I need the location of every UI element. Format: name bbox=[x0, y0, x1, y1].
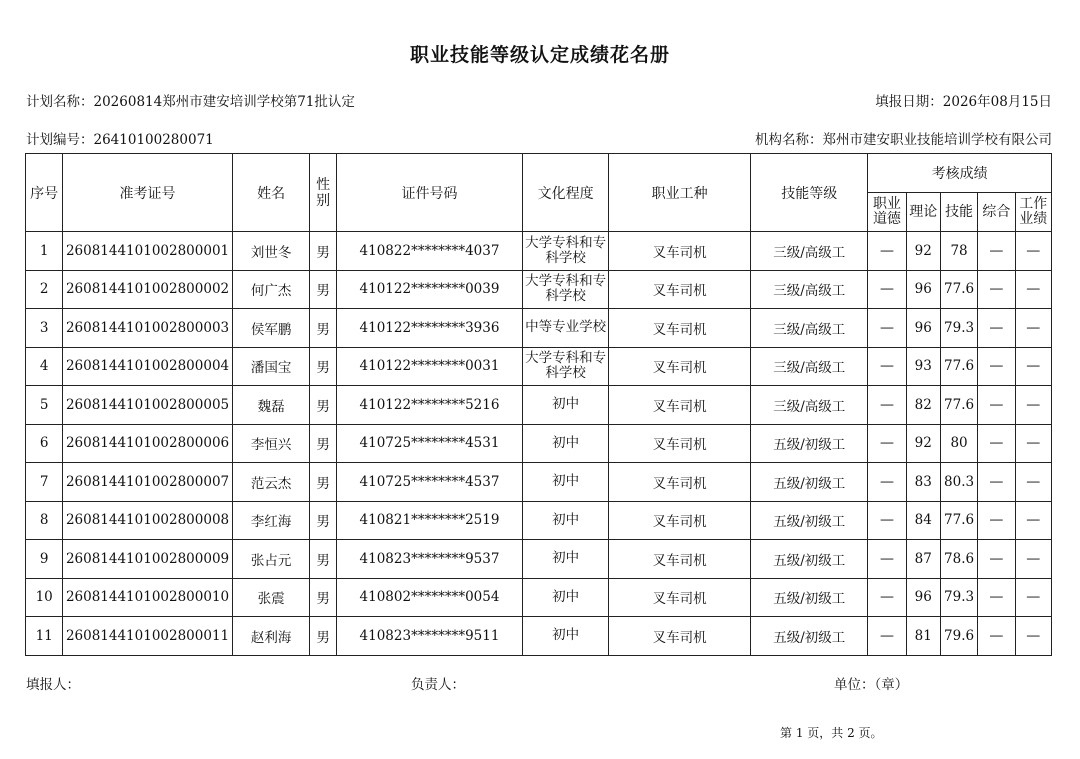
cell-theory: 96 bbox=[906, 309, 940, 348]
cell-skill: 77.6 bbox=[940, 347, 977, 386]
header-gender: 性别 bbox=[310, 154, 336, 232]
cell-seq: 10 bbox=[26, 578, 63, 617]
header-job: 职业工种 bbox=[609, 154, 751, 232]
plan-number: 计划编号：26410100280071 bbox=[26, 132, 214, 148]
cell-work: — bbox=[1015, 540, 1051, 579]
score-roster-table bbox=[25, 153, 1052, 656]
cell-name: 张震 bbox=[232, 578, 310, 617]
cell-skill: 77.6 bbox=[940, 501, 977, 540]
cell-seq: 11 bbox=[26, 617, 63, 656]
cell-id: 410822********4037 bbox=[336, 232, 523, 271]
cell-education: 初中 bbox=[523, 501, 609, 540]
header-scores: 考核成绩 bbox=[868, 154, 1052, 193]
cell-seq: 4 bbox=[26, 347, 63, 386]
cell-theory: 92 bbox=[906, 232, 940, 271]
cell-ethics: — bbox=[868, 617, 906, 656]
cell-id: 410122********5216 bbox=[336, 386, 523, 425]
cell-ethics: — bbox=[868, 309, 906, 348]
cell-level: 三级/高级工 bbox=[751, 232, 868, 271]
cell-theory: 84 bbox=[906, 501, 940, 540]
cell-ethics: — bbox=[868, 463, 906, 502]
cell-level: 三级/高级工 bbox=[751, 270, 868, 309]
header-education: 文化程度 bbox=[523, 154, 609, 232]
cell-ticket: 2608144101002800004 bbox=[63, 347, 232, 386]
cell-skill: 79.3 bbox=[940, 578, 977, 617]
table-row bbox=[26, 617, 1052, 656]
header-seq: 序号 bbox=[26, 154, 63, 232]
cell-seq: 2 bbox=[26, 270, 63, 309]
cell-ticket: 2608144101002800001 bbox=[63, 232, 232, 271]
cell-work: — bbox=[1015, 347, 1051, 386]
cell-gender: 男 bbox=[310, 540, 336, 579]
header-overall: 综合 bbox=[978, 193, 1015, 232]
cell-work: — bbox=[1015, 617, 1051, 656]
cell-ethics: — bbox=[868, 501, 906, 540]
header-id: 证件号码 bbox=[336, 154, 523, 232]
cell-seq: 3 bbox=[26, 309, 63, 348]
cell-id: 410821********2519 bbox=[336, 501, 523, 540]
cell-gender: 男 bbox=[310, 463, 336, 502]
cell-skill: 80 bbox=[940, 424, 977, 463]
cell-skill: 77.6 bbox=[940, 386, 977, 425]
filler-label: 填报人： bbox=[26, 677, 80, 693]
header-work: 工作业绩 bbox=[1015, 193, 1051, 232]
cell-seq: 9 bbox=[26, 540, 63, 579]
header-name: 姓名 bbox=[232, 154, 310, 232]
cell-work: — bbox=[1015, 386, 1051, 425]
cell-education: 初中 bbox=[523, 540, 609, 579]
cell-theory: 96 bbox=[906, 270, 940, 309]
cell-skill: 78.6 bbox=[940, 540, 977, 579]
cell-ethics: — bbox=[868, 270, 906, 309]
cell-id: 410122********0039 bbox=[336, 270, 523, 309]
document-title: 职业技能等级认定成绩花名册 bbox=[409, 44, 670, 66]
cell-ticket: 2608144101002800006 bbox=[63, 424, 232, 463]
table-row bbox=[26, 386, 1052, 425]
cell-job: 叉车司机 bbox=[609, 232, 751, 271]
cell-education: 初中 bbox=[523, 386, 609, 425]
cell-overall: — bbox=[978, 501, 1015, 540]
cell-ethics: — bbox=[868, 540, 906, 579]
cell-job: 叉车司机 bbox=[609, 347, 751, 386]
cell-work: — bbox=[1015, 501, 1051, 540]
cell-overall: — bbox=[978, 617, 1015, 656]
header-ticket: 准考证号 bbox=[63, 154, 232, 232]
cell-gender: 男 bbox=[310, 386, 336, 425]
cell-level: 五级/初级工 bbox=[751, 501, 868, 540]
cell-name: 魏磊 bbox=[232, 386, 310, 425]
cell-name: 刘世冬 bbox=[232, 232, 310, 271]
cell-ticket: 2608144101002800007 bbox=[63, 463, 232, 502]
unit-seal-label: 单位：（章） bbox=[834, 677, 909, 693]
cell-ticket: 2608144101002800003 bbox=[63, 309, 232, 348]
cell-level: 五级/初级工 bbox=[751, 578, 868, 617]
cell-level: 三级/高级工 bbox=[751, 386, 868, 425]
cell-theory: 92 bbox=[906, 424, 940, 463]
cell-work: — bbox=[1015, 578, 1051, 617]
cell-work: — bbox=[1015, 309, 1051, 348]
cell-theory: 82 bbox=[906, 386, 940, 425]
cell-overall: — bbox=[978, 540, 1015, 579]
cell-education: 初中 bbox=[523, 578, 609, 617]
table-row bbox=[26, 578, 1052, 617]
table-row bbox=[26, 309, 1052, 348]
cell-seq: 7 bbox=[26, 463, 63, 502]
cell-id: 410122********0031 bbox=[336, 347, 523, 386]
cell-job: 叉车司机 bbox=[609, 617, 751, 656]
cell-work: — bbox=[1015, 463, 1051, 502]
cell-overall: — bbox=[978, 463, 1015, 502]
cell-overall: — bbox=[978, 424, 1015, 463]
cell-theory: 81 bbox=[906, 617, 940, 656]
plan-name: 计划名称：20260814郑州市建安培训学校第71批认定 bbox=[26, 94, 355, 110]
cell-name: 潘国宝 bbox=[232, 347, 310, 386]
cell-job: 叉车司机 bbox=[609, 463, 751, 502]
cell-theory: 96 bbox=[906, 578, 940, 617]
cell-ethics: — bbox=[868, 386, 906, 425]
table-row bbox=[26, 424, 1052, 463]
header-row bbox=[26, 154, 1052, 193]
cell-overall: — bbox=[978, 386, 1015, 425]
table-row bbox=[26, 463, 1052, 502]
cell-overall: — bbox=[978, 347, 1015, 386]
cell-gender: 男 bbox=[310, 578, 336, 617]
table-row bbox=[26, 501, 1052, 540]
header-ethics: 职业道德 bbox=[868, 193, 906, 232]
cell-work: — bbox=[1015, 270, 1051, 309]
cell-gender: 男 bbox=[310, 424, 336, 463]
cell-theory: 83 bbox=[906, 463, 940, 502]
responsible-label: 负责人： bbox=[411, 677, 465, 693]
cell-ethics: — bbox=[868, 424, 906, 463]
cell-work: — bbox=[1015, 232, 1051, 271]
header-level: 技能等级 bbox=[751, 154, 868, 232]
cell-id: 410823********9511 bbox=[336, 617, 523, 656]
cell-skill: 77.6 bbox=[940, 270, 977, 309]
cell-education: 初中 bbox=[523, 463, 609, 502]
cell-education: 大学专科和专科学校 bbox=[523, 232, 609, 271]
cell-level: 五级/初级工 bbox=[751, 463, 868, 502]
cell-id: 410725********4537 bbox=[336, 463, 523, 502]
cell-overall: — bbox=[978, 270, 1015, 309]
organization-name: 机构名称：郑州市建安职业技能培训学校有限公司 bbox=[755, 132, 1052, 148]
cell-job: 叉车司机 bbox=[609, 270, 751, 309]
cell-education: 大学专科和专科学校 bbox=[523, 347, 609, 386]
cell-ticket: 2608144101002800011 bbox=[63, 617, 232, 656]
cell-level: 三级/高级工 bbox=[751, 309, 868, 348]
cell-seq: 1 bbox=[26, 232, 63, 271]
cell-skill: 79.6 bbox=[940, 617, 977, 656]
cell-ethics: — bbox=[868, 347, 906, 386]
cell-id: 410823********9537 bbox=[336, 540, 523, 579]
cell-job: 叉车司机 bbox=[609, 386, 751, 425]
cell-level: 五级/初级工 bbox=[751, 617, 868, 656]
cell-gender: 男 bbox=[310, 270, 336, 309]
cell-ticket: 2608144101002800005 bbox=[63, 386, 232, 425]
table-row bbox=[26, 347, 1052, 386]
cell-job: 叉车司机 bbox=[609, 309, 751, 348]
cell-name: 李恒兴 bbox=[232, 424, 310, 463]
cell-ticket: 2608144101002800002 bbox=[63, 270, 232, 309]
header-skill: 技能 bbox=[940, 193, 977, 232]
cell-gender: 男 bbox=[310, 309, 336, 348]
cell-education: 初中 bbox=[523, 617, 609, 656]
cell-theory: 87 bbox=[906, 540, 940, 579]
cell-name: 侯军鹏 bbox=[232, 309, 310, 348]
cell-id: 410802********0054 bbox=[336, 578, 523, 617]
cell-overall: — bbox=[978, 578, 1015, 617]
cell-name: 何广杰 bbox=[232, 270, 310, 309]
cell-education: 初中 bbox=[523, 424, 609, 463]
cell-ticket: 2608144101002800010 bbox=[63, 578, 232, 617]
cell-overall: — bbox=[978, 232, 1015, 271]
table-row bbox=[26, 540, 1052, 579]
cell-id: 410122********3936 bbox=[336, 309, 523, 348]
cell-ethics: — bbox=[868, 578, 906, 617]
cell-ticket: 2608144101002800009 bbox=[63, 540, 232, 579]
header-theory: 理论 bbox=[906, 193, 940, 232]
cell-job: 叉车司机 bbox=[609, 501, 751, 540]
cell-id: 410725********4531 bbox=[336, 424, 523, 463]
cell-level: 三级/高级工 bbox=[751, 347, 868, 386]
cell-gender: 男 bbox=[310, 232, 336, 271]
cell-gender: 男 bbox=[310, 501, 336, 540]
cell-work: — bbox=[1015, 424, 1051, 463]
cell-name: 赵利海 bbox=[232, 617, 310, 656]
fill-date: 填报日期：2026年08月15日 bbox=[875, 94, 1052, 110]
cell-ticket: 2608144101002800008 bbox=[63, 501, 232, 540]
cell-skill: 78 bbox=[940, 232, 977, 271]
cell-name: 范云杰 bbox=[232, 463, 310, 502]
cell-job: 叉车司机 bbox=[609, 424, 751, 463]
cell-overall: — bbox=[978, 309, 1015, 348]
table-body bbox=[26, 232, 1052, 656]
cell-job: 叉车司机 bbox=[609, 578, 751, 617]
cell-seq: 6 bbox=[26, 424, 63, 463]
cell-education: 大学专科和专科学校 bbox=[523, 270, 609, 309]
cell-level: 五级/初级工 bbox=[751, 424, 868, 463]
cell-job: 叉车司机 bbox=[609, 540, 751, 579]
cell-skill: 79.3 bbox=[940, 309, 977, 348]
table-row bbox=[26, 232, 1052, 271]
cell-gender: 男 bbox=[310, 617, 336, 656]
cell-gender: 男 bbox=[310, 347, 336, 386]
cell-seq: 5 bbox=[26, 386, 63, 425]
cell-seq: 8 bbox=[26, 501, 63, 540]
cell-level: 五级/初级工 bbox=[751, 540, 868, 579]
cell-education: 中等专业学校 bbox=[523, 309, 609, 348]
page-info: 第 1 页，共 2 页。 bbox=[780, 726, 883, 740]
cell-ethics: — bbox=[868, 232, 906, 271]
cell-skill: 80.3 bbox=[940, 463, 977, 502]
cell-theory: 93 bbox=[906, 347, 940, 386]
cell-name: 张占元 bbox=[232, 540, 310, 579]
table-row bbox=[26, 270, 1052, 309]
cell-name: 李红海 bbox=[232, 501, 310, 540]
